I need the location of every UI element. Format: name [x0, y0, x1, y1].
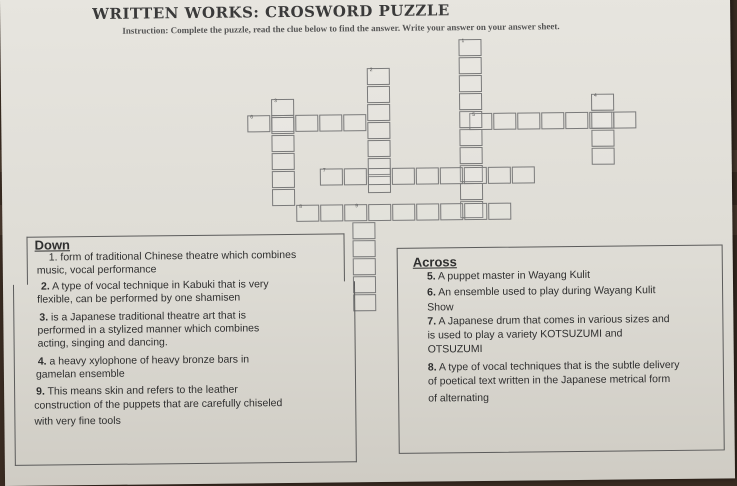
grid-cell[interactable]	[460, 183, 483, 200]
grid-clue-number: 8	[299, 203, 302, 210]
grid-cell[interactable]	[459, 129, 482, 146]
grid-cell[interactable]	[416, 203, 439, 220]
grid-clue-number: 5	[472, 112, 476, 119]
across-clue-5: 5. A puppet master in Wayang Kulit	[426, 268, 591, 283]
grid-cell[interactable]	[613, 111, 636, 128]
grid-cell[interactable]	[459, 111, 482, 128]
grid-cell[interactable]	[353, 240, 376, 257]
worksheet-instruction: Instruction: Complete the puzzle, read the clue below to find the answer. Write your answer on your answer sheet.	[122, 21, 560, 36]
grid-cell[interactable]	[353, 276, 376, 293]
grid-cell[interactable]	[565, 112, 588, 129]
grid-cell[interactable]	[352, 222, 375, 239]
across-clue-8-cont2: of alternating	[428, 391, 489, 405]
down-heading: Down	[34, 237, 71, 253]
down-clue-3: 3. is a Japanese traditional theatre art that is	[39, 309, 247, 324]
across-clue-7-cont: is used to play a variety KOTSUZUMI and	[427, 327, 623, 342]
grid-cell[interactable]	[392, 168, 415, 185]
grid-cell[interactable]	[368, 168, 391, 185]
down-clue-4-cont: gamelan ensemble	[35, 367, 125, 381]
grid-cell[interactable]	[464, 203, 487, 220]
grid-clue-number: 1	[461, 38, 465, 45]
grid-cell[interactable]	[367, 122, 390, 139]
down-clue-1-cont: music, vocal performance	[36, 263, 157, 277]
grid-cell[interactable]	[493, 113, 516, 130]
down-clue-3-cont2: acting, singing and dancing.	[37, 336, 168, 350]
grid-cell[interactable]	[344, 168, 367, 185]
grid-clue-number: 9	[355, 203, 358, 210]
grid-cell[interactable]	[368, 204, 391, 221]
grid-cell[interactable]	[440, 167, 463, 184]
down-clue-1: 1. form of traditional Chinese theatre which combines	[48, 248, 297, 264]
grid-clue-number: 4	[594, 92, 597, 99]
grid-clue-number: 7	[322, 167, 326, 174]
grid-cell[interactable]	[464, 167, 487, 184]
grid-cell[interactable]	[272, 153, 295, 170]
grid-cell[interactable]	[488, 167, 511, 184]
grid-cell[interactable]	[591, 112, 614, 129]
grid-clue-number: 6	[250, 114, 254, 121]
grid-cell[interactable]	[343, 114, 366, 131]
grid-cell[interactable]	[271, 117, 294, 134]
grid-cell[interactable]	[592, 148, 615, 165]
grid-cell[interactable]	[367, 140, 390, 157]
grid-clue-number: 3	[274, 98, 277, 105]
grid-cell[interactable]	[353, 258, 376, 275]
down-clue-4: 4. a heavy xylophone of heavy bronze bars in	[37, 353, 250, 368]
across-clue-6: 6. An ensemble used to play during Wayang Kulit	[427, 284, 656, 299]
grid-cell[interactable]	[271, 135, 294, 152]
across-clue-8-cont: of poetical text written in the Japanese metrical form	[427, 373, 671, 388]
grid-cell[interactable]	[353, 294, 376, 311]
grid-cell[interactable]	[272, 189, 295, 206]
grid-cell[interactable]	[367, 86, 390, 103]
across-clue-6-cont: Show	[427, 301, 454, 314]
across-clue-7: 7. A Japanese drum that comes in various sizes and	[427, 313, 670, 328]
grid-cell[interactable]	[591, 130, 614, 147]
grid-cell[interactable]	[460, 147, 483, 164]
grid-cell[interactable]	[459, 57, 482, 74]
across-clue-7-cont2: OTSUZUMI	[427, 342, 483, 356]
down-clue-2-cont: flexible, can be performed by one shamisen	[37, 291, 241, 306]
grid-cell[interactable]	[367, 104, 390, 121]
grid-cell[interactable]	[319, 114, 342, 131]
down-clue-9-cont: construction of the puppets that are carefully chiseled	[34, 397, 283, 412]
down-clue-2: 2. A type of vocal technique in Kabuki that is very	[40, 278, 269, 293]
grid-cell[interactable]	[459, 75, 482, 92]
grid-cell[interactable]	[416, 167, 439, 184]
across-clue-8: 8. A type of vocal techniques that is the subtle delivery	[427, 358, 680, 374]
grid-clue-number: 2	[369, 67, 373, 74]
grid-cell[interactable]	[320, 204, 343, 221]
grid-cell[interactable]	[295, 115, 318, 132]
grid-cell[interactable]	[272, 171, 295, 188]
grid-cell[interactable]	[459, 93, 482, 110]
grid-cell[interactable]	[541, 112, 564, 129]
across-heading: Across	[412, 254, 457, 270]
down-clue-9: 9. This means skin and refers to the leather	[36, 383, 238, 398]
grid-cell[interactable]	[488, 203, 511, 220]
down-clue-9-cont2: with very fine tools	[34, 414, 121, 428]
grid-cell[interactable]	[517, 112, 540, 129]
worksheet-title: WRITTEN WORKS: CROSWORD PUZZLE	[92, 1, 450, 24]
grid-cell[interactable]	[512, 166, 535, 183]
grid-cell[interactable]	[440, 203, 463, 220]
down-clue-3-cont: performed in a stylized manner which combines	[37, 322, 260, 337]
grid-cell[interactable]	[392, 204, 415, 221]
